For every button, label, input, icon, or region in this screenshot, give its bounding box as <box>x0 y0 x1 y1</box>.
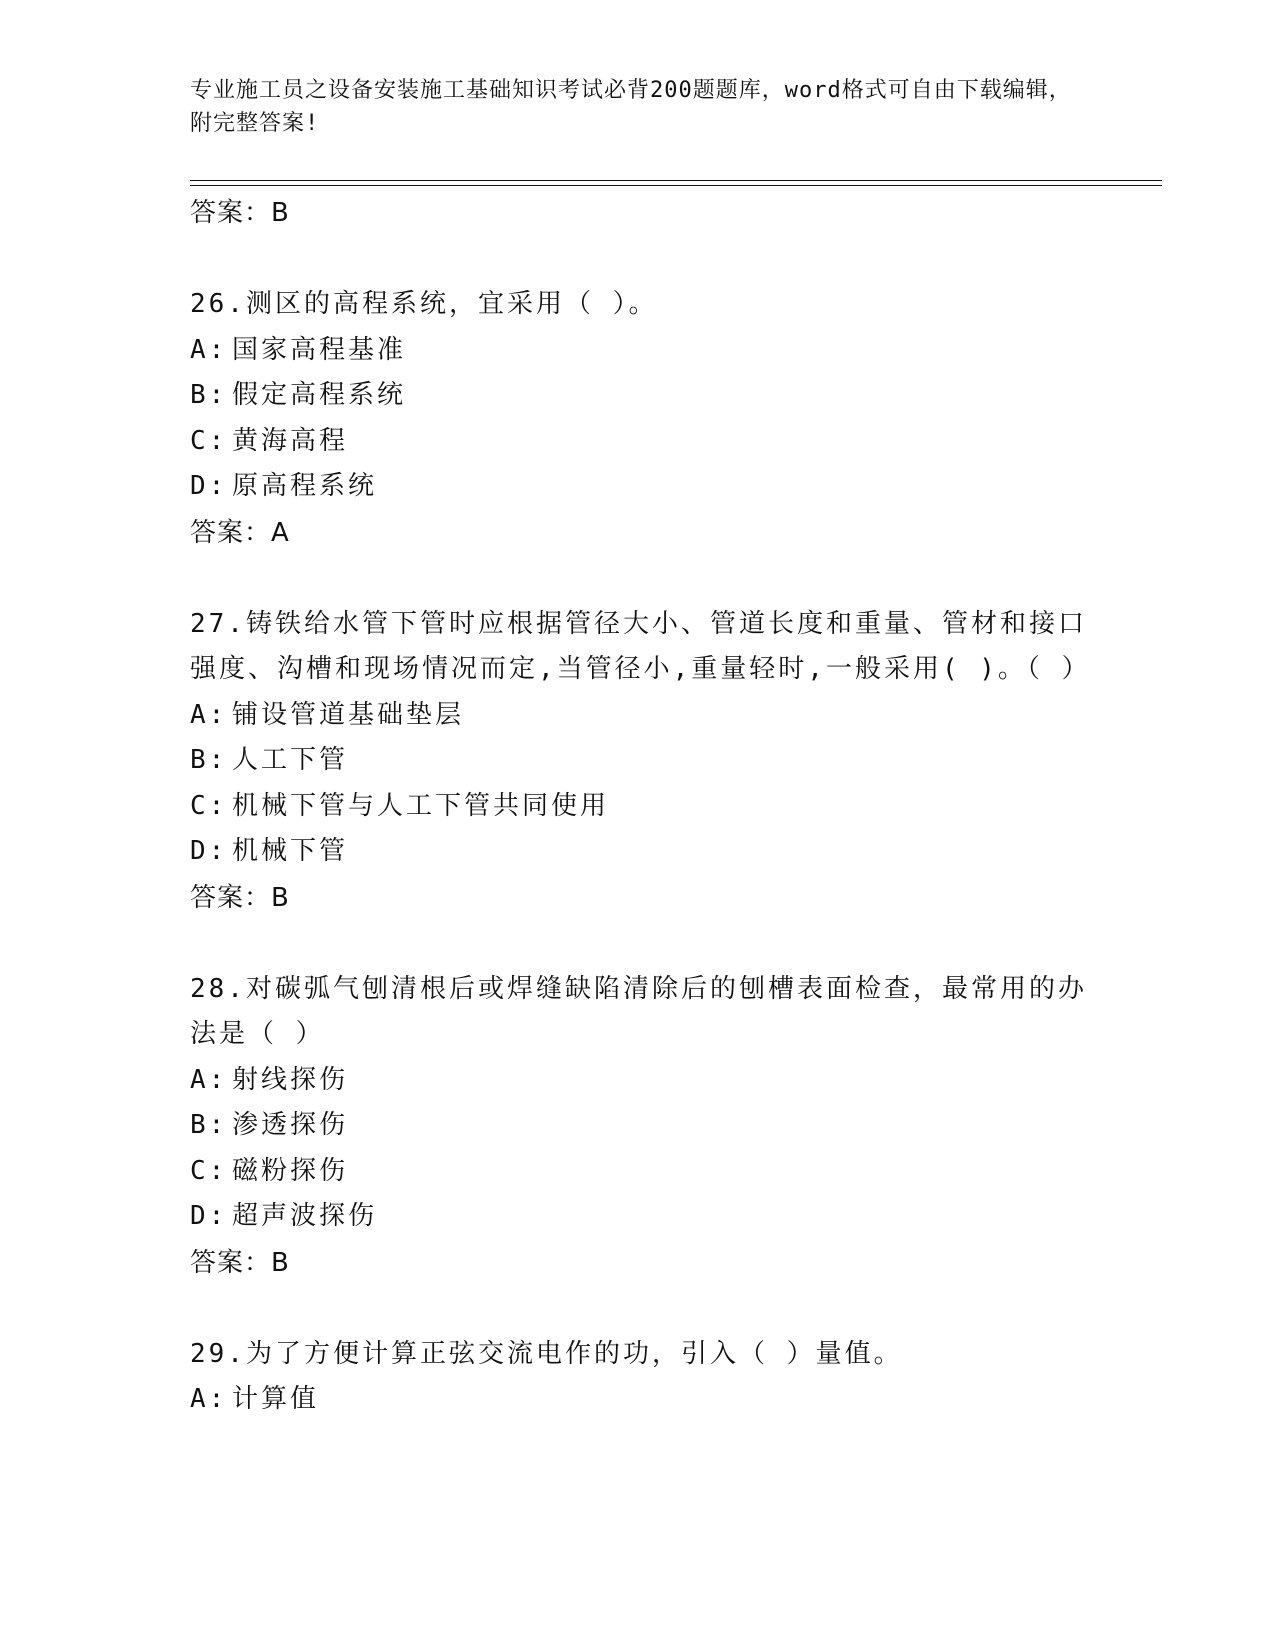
question-list <box>190 190 1110 1423</box>
answer-line: 答案：B <box>190 882 290 913</box>
question-block <box>190 967 1110 1286</box>
question-block <box>190 602 1110 921</box>
page-header: 专业施工员之设备安装施工基础知识考试必背200题题库，word格式可自由下载编辑，附完整答案! <box>190 78 1072 136</box>
option-d: D: 原高程系统 <box>190 471 378 501</box>
option-d: D: 超声波探伤 <box>190 1201 378 1231</box>
option-b: B: 人工下管 <box>190 745 349 775</box>
question-text: 28.对碳弧气刨清根后或焊缝缺陷清除后的刨槽表面检查，最常用的办法是（ ） <box>190 973 1087 1049</box>
answer-line: 答案：B <box>190 1247 290 1278</box>
header-divider-line <box>190 180 1162 181</box>
question-text: 26.测区的高程系统，宜采用（ ）。 <box>190 289 658 319</box>
header-divider-line-second <box>190 185 1162 186</box>
option-c: C: 机械下管与人工下管共同使用 <box>190 790 610 821</box>
option-c: C: 磁粉探伤 <box>190 1155 349 1186</box>
option-b: B: 假定高程系统 <box>190 380 407 410</box>
question-block <box>190 282 1110 556</box>
question-block <box>190 1332 1110 1423</box>
question-text: 29.为了方便计算正弦交流电作的功，引入（ ）量值。 <box>190 1338 903 1369</box>
option-c: C: 黄海高程 <box>190 425 349 456</box>
option-a: A: 计算值 <box>190 1384 320 1414</box>
option-a: A: 国家高程基准 <box>190 334 407 365</box>
question-text: 27.铸铁给水管下管时应根据管径大小、管道长度和重量、管材和接口强度、沟槽和现场情况而定,当管径小,重量轻时,一般采用( )。（ ） <box>190 608 1091 684</box>
option-b: B: 渗透探伤 <box>190 1110 349 1140</box>
option-a: A: 射线探伤 <box>190 1064 349 1095</box>
answer-line: 答案：A <box>190 517 290 548</box>
option-d: D: 机械下管 <box>190 836 349 866</box>
option-a: A: 铺设管道基础垫层 <box>190 699 465 730</box>
answer-line: 答案：B <box>190 198 290 228</box>
